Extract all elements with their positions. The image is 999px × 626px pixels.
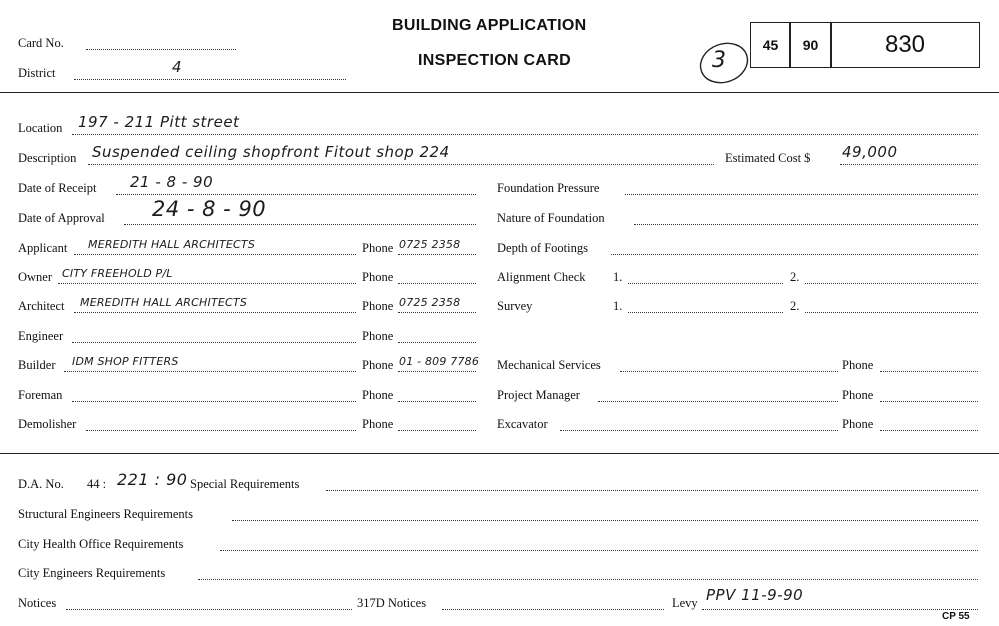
circled-mark-value: 3 [712,48,727,73]
owner-line [58,283,356,284]
top-divider [0,92,999,93]
mechanical-line [620,371,838,372]
survey-num-1: 1. [613,299,623,313]
levy-value: PPV 11-9-90 [706,586,804,604]
levy-line [702,609,978,610]
mechanical-phone-line [880,371,978,372]
excavator-label: Excavator [497,417,548,431]
notices-317d-line [442,609,664,610]
description-line [88,164,714,165]
builder-phone-label: Phone [362,358,394,372]
architect-phone-label: Phone [362,299,394,313]
applicant-phone-value: 0725 2358 [399,238,461,251]
notices-label: Notices [18,596,57,610]
architect-phone-line [398,312,476,313]
description-value: Suspended ceiling shopfront Fitout shop 224 [92,143,450,161]
nature-foundation-line [634,224,978,225]
excavator-phone-line [880,430,978,431]
date-receipt-value: 21 - 8 - 90 [130,173,214,191]
title-line-1: BUILDING APPLICATION [392,17,587,34]
estimated-cost-value: 49,000 [842,143,898,161]
foreman-label: Foreman [18,388,63,402]
da-value: 221 : 90 [117,470,188,489]
code-box-1: 45 [750,22,791,68]
health-label: City Health Office Requirements [18,537,184,551]
builder-value: IDM SHOP FITTERS [72,355,179,368]
mechanical-phone-label: Phone [842,358,874,372]
depth-footings-line [611,254,978,255]
architect-label: Architect [18,299,65,313]
special-requirements-label: Special Requirements [190,477,300,491]
survey-label: Survey [497,299,533,313]
code-box-3: 830 [830,22,980,68]
architect-phone-value: 0725 2358 [399,296,461,309]
structural-label: Structural Engineers Requirements [18,507,193,521]
location-label: Location [18,121,63,135]
architect-line [74,312,356,313]
applicant-phone-label: Phone [362,241,394,255]
location-value: 197 - 211 Pitt street [78,113,240,131]
date-approval-label: Date of Approval [18,211,105,225]
applicant-value: MEREDITH HALL ARCHITECTS [88,238,256,251]
project-manager-label: Project Manager [497,388,580,402]
builder-phone-value: 01 - 809 7786 [399,355,480,368]
survey-line-1 [628,312,783,313]
engineer-label: Engineer [18,329,64,343]
survey-num-2: 2. [790,299,800,313]
builder-phone-line [398,371,476,372]
engineer-phone-label: Phone [362,329,394,343]
engineer-line [72,342,356,343]
card-no-line [86,49,236,50]
builder-line [64,371,356,372]
code-box-2: 90 [789,22,832,68]
foreman-phone-line [398,401,476,402]
depth-footings-label: Depth of Footings [497,241,588,255]
notices-317d-label: 317D Notices [357,596,427,610]
demolisher-phone-label: Phone [362,417,394,431]
project-manager-phone-line [880,401,978,402]
date-approval-value: 24 - 8 - 90 [152,197,267,221]
city-engineers-line [198,579,978,580]
mechanical-label: Mechanical Services [497,358,601,372]
foreman-line [72,401,356,402]
special-requirements-line [326,490,978,491]
project-manager-line [598,401,838,402]
title-line-2: INSPECTION CARD [418,52,571,69]
excavator-line [560,430,838,431]
alignment-num-2: 2. [790,270,800,284]
estimated-cost-label: Estimated Cost $ [725,151,811,165]
da-prefix: 44 : [87,477,107,491]
survey-line-2 [805,312,978,313]
demolisher-line [86,430,356,431]
date-receipt-line [116,194,476,195]
owner-phone-line [398,283,476,284]
foreman-phone-label: Phone [362,388,394,402]
description-label: Description [18,151,77,165]
demolisher-phone-line [398,430,476,431]
foundation-pressure-label: Foundation Pressure [497,181,600,195]
da-label: D.A. No. [18,477,64,491]
architect-value: MEREDITH HALL ARCHITECTS [80,296,248,309]
alignment-num-1: 1. [613,270,623,284]
demolisher-label: Demolisher [18,417,77,431]
owner-value: CITY FREEHOLD P/L [62,267,173,280]
district-line [74,79,346,80]
excavator-phone-label: Phone [842,417,874,431]
owner-phone-label: Phone [362,270,394,284]
district-value: 4 [172,58,183,76]
levy-label: Levy [672,596,698,610]
notices-line [66,609,352,610]
alignment-line-1 [628,283,783,284]
date-approval-line [124,224,476,225]
applicant-phone-line [398,254,476,255]
alignment-line-2 [805,283,978,284]
estimated-cost-line [840,164,978,165]
location-line [72,134,978,135]
applicant-line [74,254,356,255]
bottom-divider [0,453,999,454]
foundation-pressure-line [625,194,978,195]
engineer-phone-line [398,342,476,343]
project-manager-phone-label: Phone [842,388,874,402]
health-line [220,550,978,551]
form-code: CP 55 [942,611,970,622]
structural-line [232,520,978,521]
alignment-check-label: Alignment Check [497,270,586,284]
date-receipt-label: Date of Receipt [18,181,97,195]
nature-foundation-label: Nature of Foundation [497,211,605,225]
applicant-label: Applicant [18,241,68,255]
owner-label: Owner [18,270,53,284]
city-engineers-label: City Engineers Requirements [18,566,166,580]
builder-label: Builder [18,358,56,372]
district-label: District [18,66,56,80]
card-no-label: Card No. [18,36,64,50]
